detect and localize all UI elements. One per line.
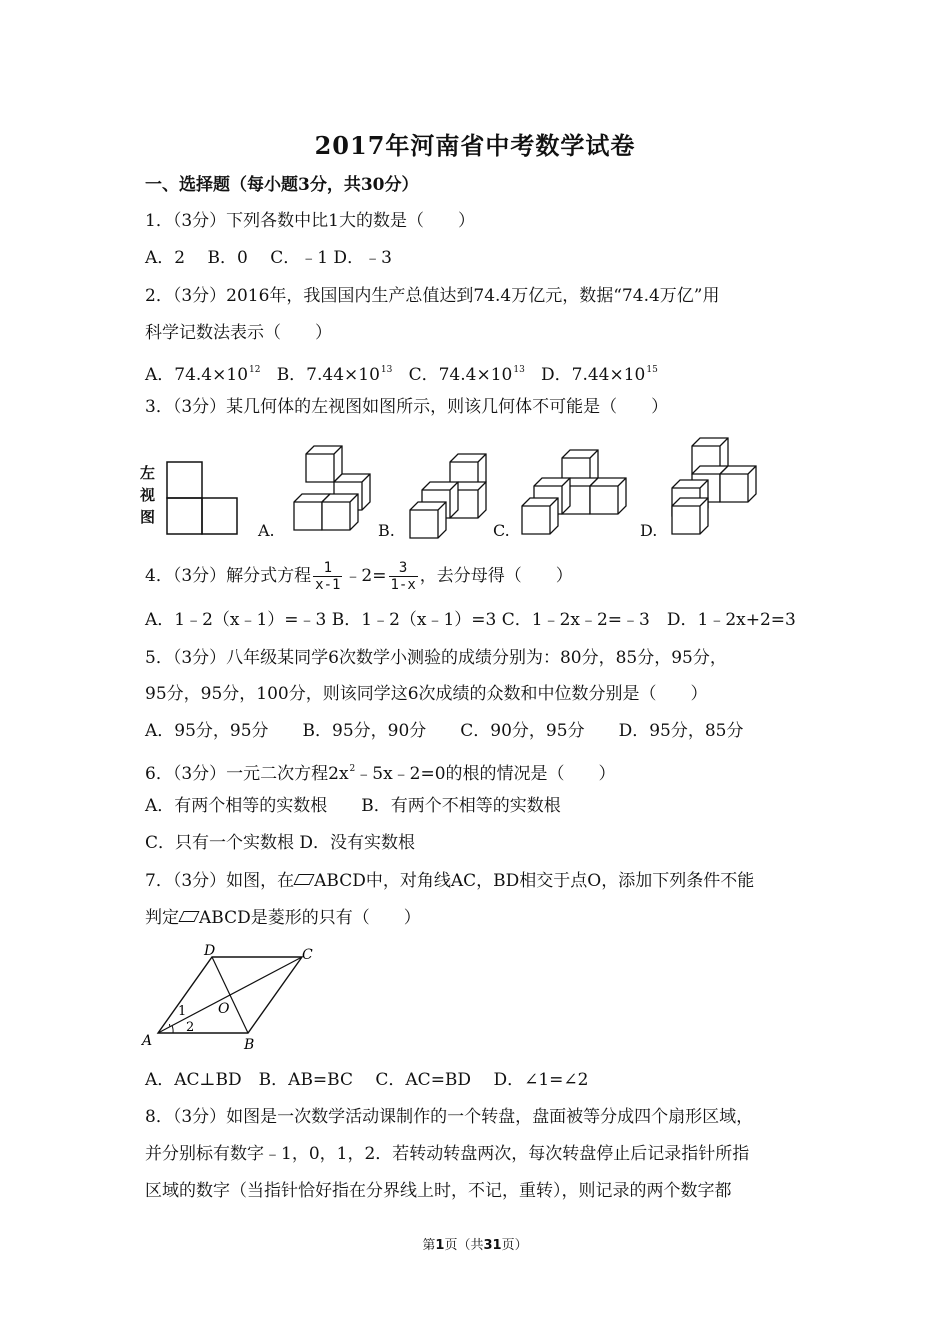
cube-option-b-label: B. — [378, 521, 395, 540]
question-4-stem — [145, 560, 573, 593]
q4-middle: ﹣2= — [344, 566, 387, 586]
question-8-stem-line2: 并分别标有数字﹣1，0，1，2．若转动转盘两次，每次转盘停止后记录指针所指 — [145, 1144, 750, 1164]
question-7-options: A．AC⊥BD B．AB=BC C．AC=BD D．∠1=∠2 — [145, 1070, 589, 1090]
question-2-options — [145, 359, 658, 386]
angle-1-label: 1 — [178, 1004, 187, 1019]
q7-stem2-a: 判定 — [145, 908, 179, 928]
question-1-options: A．2 B．0 C．﹣1 D．﹣3 — [145, 248, 392, 268]
q4-prefix: 4．（3分）解分式方程 — [145, 566, 312, 586]
footer-page-number: 1 — [435, 1238, 445, 1253]
vertex-d: D — [204, 943, 216, 959]
option-a-exponent: 12 — [249, 365, 261, 375]
cube-option-a-label: A. — [258, 521, 275, 540]
cube-option-c-label: C. — [493, 521, 510, 540]
question-8-stem-line3: 区域的数字（当指针恰好指在分界线上时，不记，重转），则记录的两个数字都 — [145, 1181, 732, 1201]
fraction-1-denominator: x-1 — [315, 577, 341, 593]
footer-suffix: 页） — [501, 1238, 528, 1253]
q6-stem-a: 6．（3分）一元二次方程2x — [145, 764, 349, 784]
fraction-2-denominator: 1-x — [390, 577, 416, 593]
option-a: A．74.4×10 — [145, 365, 249, 385]
question-6-options-cd: C．只有一个实数根 D．没有实数根 — [145, 833, 416, 853]
left-view-figure — [140, 460, 250, 540]
q7-stem1-b: ABCD中，对角线AC，BD相交于点O，添加下列条件不能 — [314, 871, 755, 891]
question-2-stem-line2: 科学记数法表示（ ） — [145, 323, 332, 343]
question-8-stem-line1: 8．（3分）如图是一次数学活动课制作的一个转盘，盘面被等分成四个扇形区域， — [145, 1107, 754, 1127]
question-3-stem: 3．（3分）某几何体的左视图如图所示，则该几何体不可能是（ ） — [145, 397, 669, 417]
view-label-char: 左 — [140, 464, 156, 482]
footer-total-pages: 31 — [483, 1238, 502, 1253]
parallelogram-icon — [178, 911, 199, 922]
option-c-exponent: 13 — [513, 365, 525, 375]
question-4-options: A．1﹣2（x﹣1）=﹣3 B．1﹣2（x﹣1）=3 C．1﹣2x﹣2=﹣3 D．1﹣2x+2=3 — [145, 610, 796, 630]
section-heading: 一、选择题（每小题3分，共30分） — [145, 175, 419, 195]
fraction-1 — [313, 560, 342, 593]
q4-suffix: ，去分母得（ ） — [419, 566, 573, 586]
option-c: C．74.4×10 — [408, 365, 513, 385]
vertex-a: A — [142, 1033, 153, 1049]
question-1-stem: 1．（3分）下列各数中比1大的数是（ ） — [145, 211, 475, 231]
vertex-b: B — [244, 1037, 255, 1053]
q6-exponent: 2 — [349, 764, 356, 774]
option-b-cubes — [410, 454, 486, 538]
angle-2-label: 2 — [186, 1020, 195, 1035]
q7-stem2-b: ABCD是菱形的只有（ ） — [199, 908, 421, 928]
cube-option-d-label: D. — [640, 521, 658, 540]
option-d-exponent: 15 — [646, 365, 658, 375]
option-c-cubes — [522, 450, 626, 534]
q7-stem1-a: 7．（3分）如图，在 — [145, 871, 295, 891]
question-5-options: A．95分，95分 B．95分，90分 C．90分，95分 D．95分，85分 — [145, 721, 744, 741]
question-7-stem-line1 — [145, 870, 754, 892]
option-a-cubes — [294, 446, 370, 530]
point-o: O — [218, 1001, 230, 1017]
fraction-2-numerator: 3 — [389, 560, 418, 577]
question-7-stem-line2 — [145, 907, 421, 929]
page-footer — [0, 1234, 950, 1253]
fraction-1-numerator: 1 — [313, 560, 342, 577]
q6-stem-b: ﹣5x﹣2=0的根的情况是（ ） — [355, 764, 616, 784]
parallelogram-icon — [294, 874, 315, 885]
option-b: B．7.44×10 — [276, 365, 380, 385]
view-label-char: 图 — [140, 508, 156, 526]
left-view-squares — [140, 460, 250, 540]
option-b-exponent: 13 — [380, 365, 393, 375]
footer-middle: 页（共 — [444, 1238, 484, 1253]
question-5-stem-line1: 5．（3分）八年级某同学6次数学小测验的成绩分别为：80分，85分，95分， — [145, 648, 727, 668]
question-6-stem — [145, 758, 616, 785]
question-5-stem-line2: 95分，95分，100分，则该同学这6次成绩的众数和中位数分别是（ ） — [145, 684, 708, 704]
fraction-2 — [389, 560, 418, 593]
parallelogram-diagram — [140, 943, 330, 1053]
option-d: D．7.44×10 — [541, 365, 646, 385]
question-2-stem-line1: 2．（3分）2016年，我国国内生产总值达到74.4万亿元，数据“74.4万亿”用 — [145, 286, 720, 306]
vertex-c: C — [302, 947, 313, 963]
page-title: 2017年河南省中考数学试卷 — [314, 131, 636, 160]
option-d-cubes — [672, 438, 756, 534]
cube-options-figure — [280, 432, 800, 542]
footer-prefix: 第 — [422, 1238, 436, 1253]
view-label-char: 视 — [140, 486, 156, 504]
question-6-options-ab: A．有两个相等的实数根 B．有两个不相等的实数根 — [145, 796, 561, 816]
